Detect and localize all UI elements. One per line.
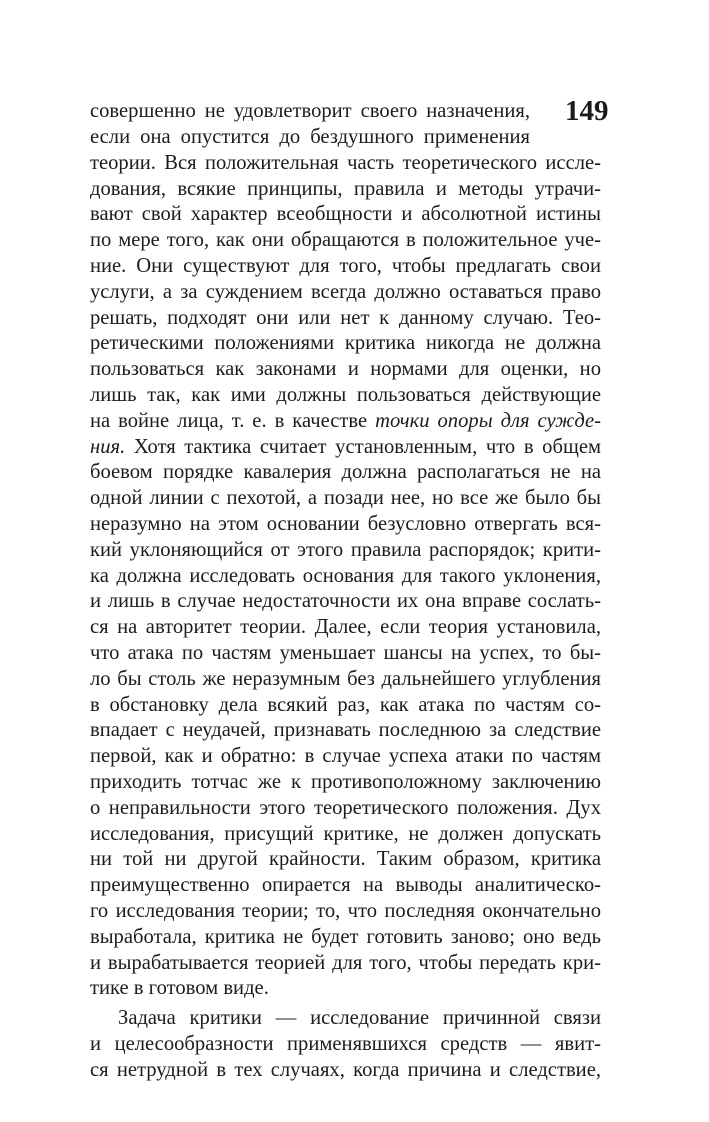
page-number: 149: [565, 95, 609, 127]
text-line: дования, всякие принципы, правила и методы утрачи-: [90, 178, 601, 200]
text-line: и вырабатывается теорией для того, чтобы передать кри-: [90, 952, 601, 974]
text-line: преимущественно опирается на выводы аналитическо-: [90, 874, 601, 896]
text-line: вают свой характер всеобщности и абсолютной истины: [90, 203, 601, 225]
text-line: одной линии с пехотой, а позади нее, но все же было бы: [90, 487, 601, 509]
text-line: ся нетрудной в тех случаях, когда причина и следствие,: [90, 1059, 601, 1081]
text-line: го исследования теории; то, что последняя окончательно: [90, 900, 601, 922]
text-line: теории. Вся положительная часть теоретического иссле-: [90, 152, 601, 174]
text-line: ретическими положениями критика никогда не должна: [90, 332, 601, 354]
text-line: боевом порядке кавалерия должна располагаться не на: [90, 461, 601, 483]
text-line: ни той ни другой крайности. Таким образом, критика: [90, 848, 601, 870]
text-line: по мере того, как они обращаются в положительное уче-: [90, 229, 601, 251]
italic-phrase: ния.: [90, 436, 126, 458]
text-line: если она опустится до бездушного применения: [90, 126, 530, 148]
text-line: тике в готовом виде.: [90, 977, 269, 999]
text-line: приходить тотчас же к противоположному заключению: [90, 771, 601, 793]
text-line: в обстановку дела всякий раз, как атака по частям со-: [90, 694, 601, 716]
text-line: о неправильности этого теоретического положения. Дух: [90, 797, 601, 819]
text-run: на войне лица, т. е. в качестве: [90, 410, 376, 432]
text-line: и целесообразности применявшихся средств — явит-: [90, 1033, 601, 1055]
text-line: что атака по частям уменьшает шансы на успех, то бы-: [90, 642, 601, 664]
text-line: и лишь в случае недостаточности их она вправе сослать-: [90, 590, 601, 612]
text-line: исследования, присущий критике, не должен допускать: [90, 823, 601, 845]
text-line: выработала, критика не будет готовить заново; оно ведь: [90, 926, 601, 948]
text-line: услуги, а за суждением всегда должно оставаться право: [90, 281, 601, 303]
text-line: кий уклоняющийся от этого правила распорядок; крити-: [90, 539, 601, 561]
text-line: ло бы столь же неразумным без дальнейшего углубления: [90, 668, 601, 690]
text-line: ние. Они существуют для того, чтобы предлагать свои: [90, 255, 601, 277]
italic-phrase: точки опоры для сужде-: [375, 410, 601, 432]
text-line: лишь так, как ими должны пользоваться действующие: [90, 384, 601, 406]
text-run: Хотя тактика считает установленным, что в общем: [125, 436, 601, 458]
text-line: впадает с неудачей, признавать последнюю за следствие: [90, 719, 601, 741]
text-line: [90, 434, 601, 460]
text-line: совершенно не удовлетворит своего назначения,: [90, 100, 530, 122]
text-line: первой, как и обратно: в случае успеха атаки по частям: [90, 745, 601, 767]
text-line: решать, подходят они или нет к данному случаю. Тео-: [90, 307, 601, 329]
text-line: пользоваться как законами и нормами для оценки, но: [90, 358, 601, 380]
text-line: [90, 408, 601, 434]
text-line: ся на авторитет теории. Далее, если теория установила,: [90, 616, 601, 638]
paragraph-first-line: Задача критики — исследование причинной связи: [118, 1007, 601, 1029]
text-line: неразумно на этом основании безусловно отвергать вся-: [90, 513, 601, 535]
text-line: ка должна исследовать основания для такого уклонения,: [90, 565, 601, 587]
